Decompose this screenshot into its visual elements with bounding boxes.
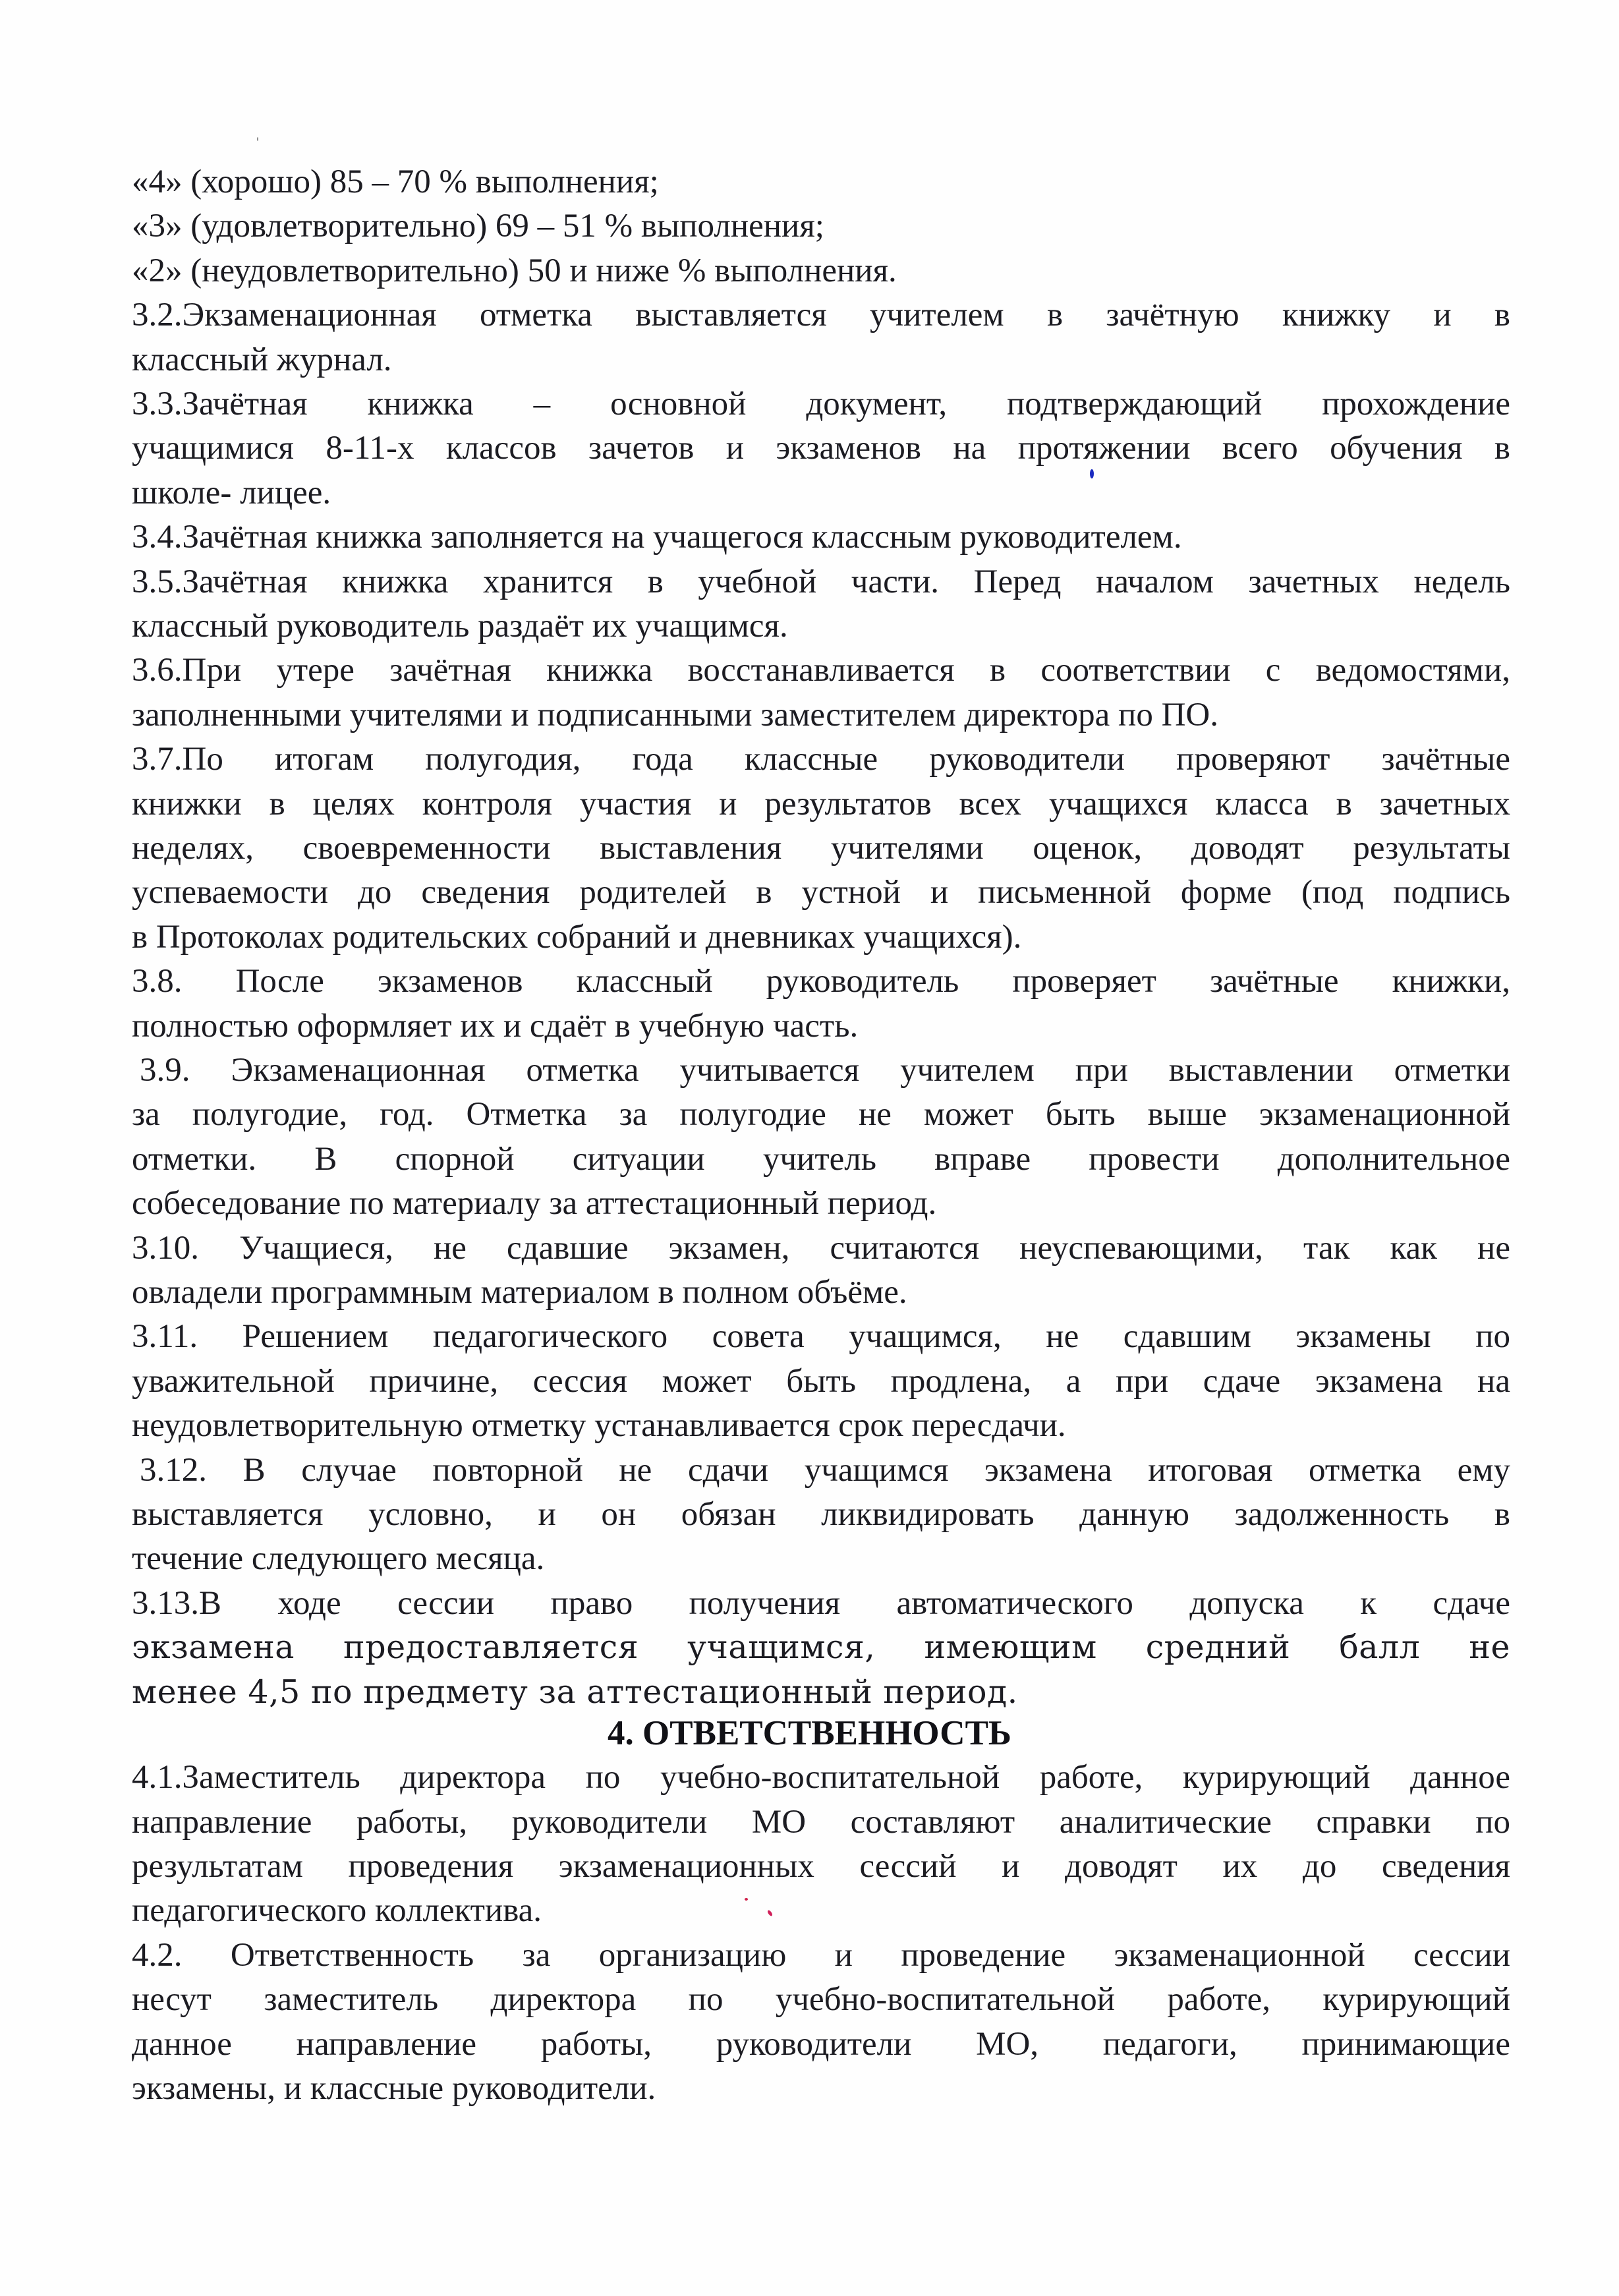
paragraph-3-12-line-1: 3.12. В случае повторной не сдачи учащимся экзамена итоговая отметка ему <box>140 1452 1510 1489</box>
paragraph-3-10-line-2: овладели программным материалом в полном объёме. <box>132 1274 907 1311</box>
paragraph-3-7-line-2: книжки в целях контроля участия и результатов всех учащихся класса в зачетных <box>132 786 1510 822</box>
grade-3-criteria: «3» (удовлетворительно) 69 – 51 % выполнения; <box>132 208 824 244</box>
paragraph-3-12-line-2: выставляется условно, и он обязан ликвидировать данную задолженность в <box>132 1496 1510 1533</box>
scan-speck <box>257 137 258 141</box>
paragraph-3-7-line-1: 3.7.По итогам полугодия, года классные руководители проверяют зачётные <box>132 741 1510 778</box>
paragraph-3-3-line-3: школе- лицее. <box>132 474 331 511</box>
paragraph-3-3-line-2: учащимися 8-11-х классов зачетов и экзаменов на протяжении всего обучения в <box>132 430 1510 467</box>
paragraph-3-2-line-2: классный журнал. <box>132 341 392 378</box>
paragraph-3-12-line-3: течение следующего месяца. <box>132 1540 545 1577</box>
paragraph-4-1-line-3: результатам проведения экзаменационных сессий и доводят их до сведения <box>132 1848 1510 1885</box>
paragraph-4-2-line-1: 4.2. Ответственность за организацию и проведение экзаменационной сессии <box>132 1937 1510 1974</box>
paragraph-3-10-line-1: 3.10. Учащиеся, не сдавшие экзамен, считаются неуспевающими, так как не <box>132 1230 1510 1267</box>
ink-dot-red <box>745 1898 748 1901</box>
paragraph-3-9-line-2: за полугодие, год. Отметка за полугодие не может быть выше экзаменационной <box>132 1096 1510 1133</box>
paragraph-4-1-line-2: направление работы, руководители МО составляют аналитические справки по <box>132 1804 1510 1841</box>
paragraph-3-3-line-1: 3.3.Зачётная книжка – основной документ, подтверждающий прохождение <box>132 386 1510 422</box>
paragraph-4-1-line-4: педагогического коллектива. <box>132 1892 542 1929</box>
section-4-heading: 4. ОТВЕТСТВЕННОСТЬ <box>608 1714 1011 1752</box>
paragraph-3-7-line-4: успеваемости до сведения родителей в устной и письменной форме (под подпись <box>132 874 1510 911</box>
paragraph-3-9-line-3: отметки. В спорной ситуации учитель вправе провести дополнительное <box>132 1141 1510 1178</box>
paragraph-4-2-line-2: несут заместитель директора по учебно-воспитательной работе, курирующий <box>132 1981 1510 2018</box>
paragraph-3-9-line-1: 3.9. Экзаменационная отметка учитывается учителем при выставлении отметки <box>140 1052 1510 1089</box>
grade-4-criteria: «4» (хорошо) 85 – 70 % выполнения; <box>132 163 659 200</box>
paragraph-4-2-line-3: данное направление работы, руководители МО, педагоги, принимающие <box>132 2026 1510 2063</box>
paragraph-3-13-line-1: 3.13.В ходе сессии право получения автоматического допуска к сдаче <box>132 1585 1510 1622</box>
paragraph-3-4: 3.4.Зачётная книжка заполняется на учащегося классным руководителем. <box>132 519 1182 556</box>
paragraph-4-2-line-4: экзамены, и классные руководители. <box>132 2070 656 2107</box>
paragraph-3-11-line-2: уважительной причине, сессия может быть продлена, а при сдаче экзамена на <box>132 1363 1510 1400</box>
paragraph-3-11-line-1: 3.11. Решением педагогического совета учащимся, не сдавшим экзамены по <box>132 1318 1510 1355</box>
paragraph-3-9-line-4: собеседование по материалу за аттестационный период. <box>132 1185 937 1222</box>
paragraph-3-7-line-5: в Протоколах родительских собраний и дневниках учащихся). <box>132 919 1022 956</box>
paragraph-3-5-line-1: 3.5.Зачётная книжка хранится в учебной части. Перед началом зачетных недель <box>132 563 1510 600</box>
paragraph-4-1-line-1: 4.1.Заместитель директора по учебно-воспитательной работе, курирующий данное <box>132 1759 1510 1796</box>
ink-dot-blue <box>1090 469 1094 478</box>
paragraph-3-13-line-2: экзамена предоставляется учащимся, имеющим средний балл не <box>132 1628 1510 1666</box>
paragraph-3-5-line-2: классный руководитель раздаёт их учащимся. <box>132 608 788 645</box>
paragraph-3-7-line-3: неделях, своевременности выставления учителями оценок, доводят результаты <box>132 830 1510 867</box>
paragraph-3-8-line-2: полностью оформляет их и сдаёт в учебную часть. <box>132 1008 859 1045</box>
paragraph-3-6-line-2: заполненными учителями и подписанными заместителем директора по ПО. <box>132 697 1218 733</box>
grade-2-criteria: «2» (неудовлетворительно) 50 и ниже % выполнения. <box>132 252 897 289</box>
paragraph-3-2-line-1: 3.2.Экзаменационная отметка выставляется учителем в зачётную книжку и в <box>132 297 1510 333</box>
paragraph-3-6-line-1: 3.6.При утере зачётная книжка восстанавливается в соответствии с ведомостями, <box>132 652 1510 689</box>
paragraph-3-13-line-3: менее 4,5 по предмету за аттестационный период. <box>132 1673 1018 1711</box>
paragraph-3-8-line-1: 3.8. После экзаменов классный руководитель проверяет зачётные книжки, <box>132 963 1510 1000</box>
paragraph-3-11-line-3: неудовлетворительную отметку устанавливается срок пересдачи. <box>132 1407 1066 1444</box>
